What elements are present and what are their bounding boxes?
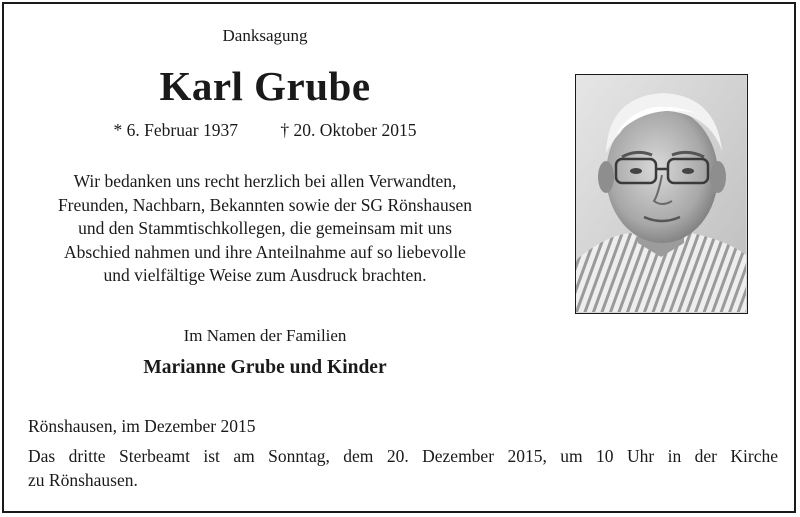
message-line: und vielfältige Weise zum Ausdruck brachten. [103, 265, 427, 285]
funeral-info [28, 444, 778, 492]
portrait-photo [575, 74, 748, 314]
birth-date: * 6. Februar 1937 [113, 120, 238, 140]
deceased-name: Karl Grube [159, 63, 371, 109]
message-line: Wir bedanken uns recht herzlich bei allen Verwandten, [73, 171, 457, 191]
message-line: Freunden, Nachbarn, Bekannten sowie der SG Rönshausen [57, 194, 473, 215]
message-line: Abschied nahmen und ihre Anteilnahme auf so liebevolle [64, 241, 466, 262]
place-and-date: Rönshausen, im Dezember 2015 [28, 416, 256, 436]
family-signature: Marianne Grube und Kinder [143, 357, 387, 378]
life-dates [20, 120, 510, 141]
death-date: † 20. Oktober 2015 [280, 120, 417, 140]
message-line: und den Stammtischkollegen, die gemeinsam mit uns [78, 218, 452, 238]
funeral-info-line: Das dritte Sterbeamt ist am Sonntag, dem 20. Dezember 2015, um 10 Uhr in der Kirche [28, 446, 778, 466]
thank-you-message [20, 170, 510, 288]
notice-heading: Danksagung [222, 26, 308, 45]
funeral-info-line: zu Rönshausen. [28, 470, 138, 490]
on-behalf-text: Im Namen der Familien [183, 326, 347, 345]
